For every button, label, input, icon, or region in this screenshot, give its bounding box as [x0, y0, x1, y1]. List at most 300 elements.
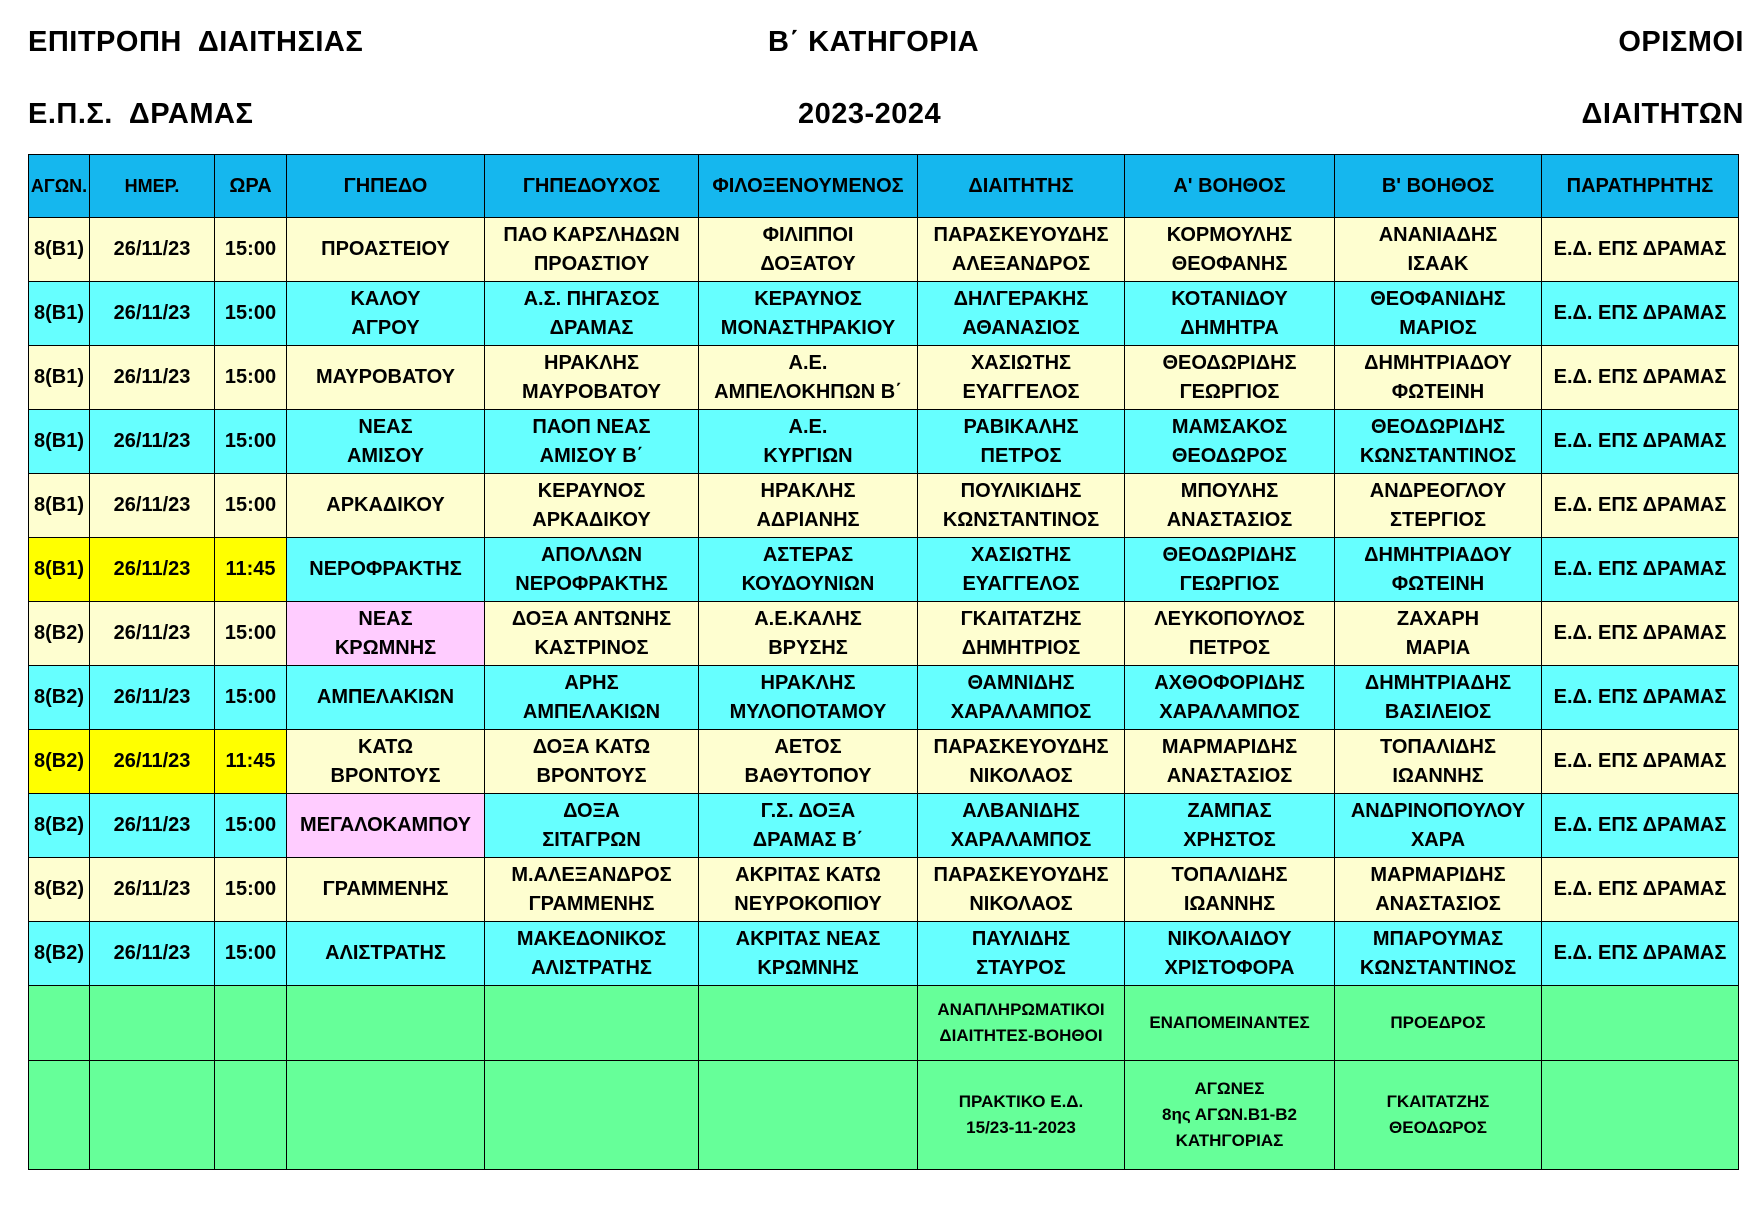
date-cell [90, 538, 215, 602]
assistant-b-surname: ΘΕΟΦΑΝΙΔΗΣ [1370, 287, 1506, 310]
committee-title: ΕΠΙΤΡΟΠΗ ΔΙΑΙΤΗΣΙΑΣ [28, 26, 364, 58]
assignments-title: ΟΡΙΣΜΟΙ [1618, 26, 1744, 58]
field-line1: ΜΕΓΑΛΟΚΑΜΠΟΥ [300, 814, 471, 836]
category-title: Β΄ ΚΑΤΗΓΟΡΙΑ [768, 26, 980, 58]
assistant-a-cell [1125, 346, 1335, 410]
away-line1: Α.Ε.ΚΑΛΗΣ [754, 607, 862, 630]
home-line2: ΜΑΥΡΟΒΑΤΟΥ [522, 380, 661, 403]
observer-name: Ε.Δ. ΕΠΣ ΔΡΑΜΑΣ [1553, 430, 1727, 452]
away-line2: ΜΟΝΑΣΤΗΡΑΚΙΟΥ [720, 316, 896, 339]
assistant-b-cell [1335, 794, 1542, 858]
assistant-b-firstname: ΜΑΡΙΑ [1405, 636, 1471, 659]
match-date: 26/11/23 [113, 558, 191, 580]
time-cell [215, 282, 287, 346]
assistant-a-surname: ΘΕΟΔΩΡΙΔΗΣ [1162, 351, 1297, 374]
time-cell [215, 346, 287, 410]
time-cell [215, 730, 287, 794]
referee-cell [918, 474, 1125, 538]
away-line1: ΑΚΡΙΤΑΣ ΚΑΤΩ [735, 863, 881, 886]
referee-firstname: ΧΑΡΑΛΑΜΠΟΣ [950, 700, 1092, 723]
time-cell [215, 666, 287, 730]
observer-name: Ε.Δ. ΕΠΣ ΔΡΑΜΑΣ [1553, 622, 1727, 644]
match-id: 8(Β2) [33, 622, 84, 644]
field-line1: ΚΑΛΟΥ [350, 287, 421, 310]
match-cell [29, 282, 90, 346]
home-line2: ΑΛΙΣΤΡΑΤΗΣ [531, 956, 652, 979]
date-cell [90, 666, 215, 730]
home-line2: ΓΡΑΜΜΕΝΗΣ [528, 892, 655, 915]
col-header-away: ΦΙΛΟΞΕΝΟΥΜΕΝΟΣ [699, 155, 918, 218]
away-line2: ΔΟΞΑΤΟΥ [760, 252, 856, 275]
away-line1: Α.Ε. [788, 415, 828, 438]
match-time: 15:00 [224, 686, 277, 708]
assistant-a-surname: ΑΧΘΟΦΟΡΙΔΗΣ [1154, 671, 1305, 694]
match-time: 15:00 [224, 622, 277, 644]
match-cell [29, 794, 90, 858]
away-line2: ΜΥΛΟΠΟΤΑΜΟΥ [729, 700, 887, 723]
date-cell [90, 730, 215, 794]
match-time: 15:00 [224, 942, 277, 964]
empty-cell [29, 986, 90, 1061]
away-line1: ΑΚΡΙΤΑΣ ΝΕΑΣ [735, 927, 881, 950]
home-line1: ΠΑΟ ΚΑΡΣΛΗΔΩΝ [503, 223, 680, 246]
match-id: 8(Β1) [33, 238, 84, 260]
observer-cell [1542, 858, 1739, 922]
home-team-cell [485, 730, 699, 794]
away-line1: ΑΕΤΟΣ [774, 735, 842, 758]
assistant-a-cell [1125, 794, 1335, 858]
assistant-a-cell [1125, 538, 1335, 602]
observer-cell [1542, 666, 1739, 730]
match-date: 26/11/23 [113, 302, 191, 324]
date-cell [90, 922, 215, 986]
assistant-b-cell [1335, 410, 1542, 474]
assistant-b-surname: ΜΠΑΡΟΥΜΑΣ [1372, 927, 1504, 950]
away-team-cell [699, 730, 918, 794]
referee-cell [918, 538, 1125, 602]
home-line2: ΔΡΑΜΑΣ [549, 316, 634, 339]
federation-title: Ε.Π.Σ. ΔΡΑΜΑΣ [28, 98, 254, 130]
home-team-cell [485, 602, 699, 666]
field-cell [287, 346, 485, 410]
referee-cell [918, 218, 1125, 282]
table-row [29, 474, 1739, 538]
field-line1: ΑΡΚΑΔΙΚΟΥ [326, 494, 445, 516]
referee-assignments-table [28, 154, 1739, 1170]
president-label: ΠΡΟΕΔΡΟΣ [1335, 986, 1542, 1061]
assistant-b-cell [1335, 602, 1542, 666]
table-row [29, 922, 1739, 986]
home-line1: ΑΡΗΣ [564, 671, 619, 694]
home-line2: ΠΡΟΑΣΤΙΟΥ [533, 252, 650, 275]
away-line1: ΗΡΑΚΛΗΣ [760, 671, 856, 694]
table-row [29, 346, 1739, 410]
referee-firstname: ΕΥΑΓΓΕΛΟΣ [962, 380, 1080, 403]
assistant-a-firstname: ΑΝΑΣΤΑΣΙΟΣ [1166, 764, 1293, 787]
empty-cell [29, 1061, 90, 1170]
date-cell [90, 858, 215, 922]
assistant-b-firstname: ΑΝΑΣΤΑΣΙΟΣ [1375, 892, 1501, 915]
referee-surname: ΔΗΛΓΕΡΑΚΗΣ [953, 287, 1089, 310]
matches-line2: 8ης ΑΓΩΝ.Β1-Β2 [1161, 1105, 1298, 1124]
match-date: 26/11/23 [113, 430, 191, 452]
away-team-cell [699, 538, 918, 602]
assistant-b-cell [1335, 730, 1542, 794]
footer-row-minutes [29, 1061, 1739, 1170]
matches-line3: ΚΑΤΗΓΟΡΙΑΣ [1175, 1131, 1284, 1150]
referee-firstname: ΝΙΚΟΛΑΟΣ [969, 764, 1073, 787]
away-line2: ΑΜΠΕΛΟΚΗΠΩΝ Β΄ [714, 380, 902, 403]
match-cell [29, 346, 90, 410]
date-cell [90, 602, 215, 666]
field-cell [287, 602, 485, 666]
assistant-b-firstname: ΣΤΕΡΓΙΟΣ [1389, 508, 1487, 531]
match-time: 15:00 [224, 814, 277, 836]
away-line1: Α.Ε. [788, 351, 828, 374]
assistant-b-surname: ΖΑΧΑΡΗ [1396, 607, 1480, 630]
footer-row-substitutes [29, 986, 1739, 1061]
assistant-a-surname: ΚΟΡΜΟΥΛΗΣ [1166, 223, 1293, 246]
away-team-cell [699, 282, 918, 346]
table-row [29, 858, 1739, 922]
empty-cell [90, 986, 215, 1061]
empty-cell [215, 986, 287, 1061]
home-team-cell [485, 474, 699, 538]
col-header-assistant-b: Β' ΒΟΗΘΟΣ [1335, 155, 1542, 218]
assistant-a-surname: ΛΕΥΚΟΠΟΥΛΟΣ [1154, 607, 1305, 630]
away-team-cell [699, 346, 918, 410]
referee-surname: ΧΑΣΙΩΤΗΣ [970, 351, 1072, 374]
match-cell [29, 218, 90, 282]
observer-cell [1542, 282, 1739, 346]
home-line1: Μ.ΑΛΕΞΑΝΔΡΟΣ [511, 863, 672, 886]
empty-cell [287, 1061, 485, 1170]
assistant-b-firstname: ΧΑΡΑ [1410, 828, 1466, 851]
observer-cell [1542, 730, 1739, 794]
home-line1: ΗΡΑΚΛΗΣ [544, 351, 639, 374]
referee-surname: ΧΑΣΙΩΤΗΣ [970, 543, 1072, 566]
empty-cell [699, 1061, 918, 1170]
table-row [29, 794, 1739, 858]
observer-name: Ε.Δ. ΕΠΣ ΔΡΑΜΑΣ [1553, 814, 1727, 836]
empty-cell [215, 1061, 287, 1170]
referee-cell [918, 858, 1125, 922]
assistant-b-cell [1335, 538, 1542, 602]
home-line2: ΑΜΙΣΟΥ Β΄ [539, 444, 644, 467]
time-cell [215, 794, 287, 858]
home-team-cell [485, 538, 699, 602]
assistant-a-firstname: ΧΡΙΣΤΟΦΟΡΑ [1164, 956, 1295, 979]
empty-cell [1542, 1061, 1739, 1170]
away-line2: ΝΕΥΡΟΚΟΠΙΟΥ [734, 892, 882, 915]
assistant-a-firstname: ΑΝΑΣΤΑΣΙΟΣ [1166, 508, 1293, 531]
home-line1: ΚΕΡΑΥΝΟΣ [537, 479, 646, 502]
match-time: 15:00 [224, 238, 277, 260]
referee-cell [918, 730, 1125, 794]
observer-cell [1542, 538, 1739, 602]
assistant-a-cell [1125, 282, 1335, 346]
table-row [29, 730, 1739, 794]
assistant-a-cell [1125, 666, 1335, 730]
match-cell [29, 474, 90, 538]
referee-firstname: ΧΑΡΑΛΑΜΠΟΣ [950, 828, 1092, 851]
assistant-a-firstname: ΔΗΜΗΤΡΑ [1180, 316, 1279, 339]
president-name-line2: ΘΕΟΔΩΡΟΣ [1389, 1118, 1487, 1137]
assistant-b-surname: ΑΝΑΝΙΑΔΗΣ [1378, 223, 1498, 246]
match-date: 26/11/23 [113, 878, 191, 900]
away-team-cell [699, 602, 918, 666]
home-line2: ΑΜΠΕΛΑΚΙΩΝ [522, 700, 661, 723]
assistant-a-cell [1125, 602, 1335, 666]
col-header-match: ΑΓΩΝ. [29, 155, 90, 218]
match-id: 8(Β1) [33, 494, 84, 516]
empty-cell [485, 986, 699, 1061]
home-line2: ΚΑΣΤΡΙΝΟΣ [534, 636, 649, 659]
match-cell [29, 922, 90, 986]
table-row [29, 218, 1739, 282]
observer-name: Ε.Δ. ΕΠΣ ΔΡΑΜΑΣ [1553, 686, 1727, 708]
field-line1: ΓΡΑΜΜΕΝΗΣ [322, 878, 449, 900]
match-cell [29, 538, 90, 602]
field-line1: ΑΜΠΕΛΑΚΙΩΝ [316, 686, 455, 708]
remaining-label: ΕΝΑΠΟΜΕΙΝΑΝΤΕΣ [1125, 986, 1335, 1061]
referee-surname: ΠΑΡΑΣΚΕΥΟΥΔΗΣ [933, 223, 1109, 246]
match-id: 8(Β2) [33, 878, 84, 900]
field-line1: ΚΑΤΩ [357, 735, 414, 758]
assistant-a-surname: ΘΕΟΔΩΡΙΔΗΣ [1162, 543, 1297, 566]
referee-surname: ΓΚΑΙΤΑΤΖΗΣ [960, 607, 1082, 630]
match-cell [29, 410, 90, 474]
home-team-cell [485, 218, 699, 282]
assistant-b-firstname: ΦΩΤΕΙΝΗ [1391, 572, 1485, 595]
date-cell [90, 474, 215, 538]
home-line2: ΝΕΡΟΦΡΑΚΤΗΣ [515, 572, 668, 595]
assistant-a-firstname: ΠΕΤΡΟΣ [1189, 636, 1270, 659]
observer-name: Ε.Δ. ΕΠΣ ΔΡΑΜΑΣ [1553, 558, 1727, 580]
date-cell [90, 410, 215, 474]
observer-cell [1542, 474, 1739, 538]
assistant-a-firstname: ΧΑΡΑΛΑΜΠΟΣ [1159, 700, 1300, 723]
home-line1: ΜΑΚΕΔΟΝΙΚΟΣ [516, 927, 667, 950]
assistant-a-firstname: ΓΕΩΡΓΙΟΣ [1179, 572, 1280, 595]
match-date: 26/11/23 [113, 238, 191, 260]
referee-cell [918, 410, 1125, 474]
away-line2: ΚΟΥΔΟΥΝΙΩΝ [741, 572, 875, 595]
home-team-cell [485, 282, 699, 346]
field-line1: ΝΕΡΟΦΡΑΚΤΗΣ [309, 558, 462, 580]
match-time: 15:00 [224, 366, 277, 388]
field-line2: ΚΡΩΜΝΗΣ [334, 636, 437, 659]
referee-firstname: ΚΩΝΣΤΑΝΤΙΝΟΣ [942, 508, 1100, 531]
col-header-field: ΓΗΠΕΔΟ [287, 155, 485, 218]
time-cell [215, 858, 287, 922]
home-team-cell [485, 858, 699, 922]
referee-surname: ΠΑΡΑΣΚΕΥΟΥΔΗΣ [933, 735, 1109, 758]
referee-surname: ΠΟΥΛΙΚΙΔΗΣ [960, 479, 1082, 502]
president-name-cell [1335, 1061, 1542, 1170]
match-time: 15:00 [224, 878, 277, 900]
referee-cell [918, 282, 1125, 346]
time-cell [215, 410, 287, 474]
referee-cell [918, 666, 1125, 730]
observer-name: Ε.Δ. ΕΠΣ ΔΡΑΜΑΣ [1553, 238, 1727, 260]
field-line1: ΜΑΥΡΟΒΑΤΟΥ [316, 366, 455, 388]
observer-name: Ε.Δ. ΕΠΣ ΔΡΑΜΑΣ [1553, 494, 1727, 516]
empty-cell [1542, 986, 1739, 1061]
col-header-referee: ΔΙΑΙΤΗΤΗΣ [918, 155, 1125, 218]
assistant-a-surname: ΜΑΜΣΑΚΟΣ [1171, 415, 1288, 438]
away-line2: ΑΔΡΙΑΝΗΣ [756, 508, 860, 531]
minutes-line1: ΠΡΑΚΤΙΚΟ Ε.Δ. [958, 1092, 1084, 1111]
assistant-a-cell [1125, 410, 1335, 474]
home-line2: ΒΡΟΝΤΟΥΣ [536, 764, 647, 787]
matches-line1: ΑΓΩΝΕΣ [1194, 1079, 1265, 1098]
match-date: 26/11/23 [113, 366, 191, 388]
observer-cell [1542, 218, 1739, 282]
field-cell [287, 218, 485, 282]
table-row [29, 538, 1739, 602]
assistant-b-firstname: ΚΩΝΣΤΑΝΤΙΝΟΣ [1359, 956, 1517, 979]
home-line1: ΔΟΞΑ ΑΝΤΩΝΗΣ [511, 607, 672, 630]
observer-name: Ε.Δ. ΕΠΣ ΔΡΑΜΑΣ [1553, 878, 1727, 900]
away-line1: Γ.Σ. ΔΟΞΑ [760, 799, 856, 822]
match-cell [29, 730, 90, 794]
observer-name: Ε.Δ. ΕΠΣ ΔΡΑΜΑΣ [1553, 750, 1727, 772]
away-line1: ΦΙΛΙΠΠΟΙ [762, 223, 854, 246]
col-header-home: ΓΗΠΕΔΟΥΧΟΣ [485, 155, 699, 218]
away-team-cell [699, 858, 918, 922]
home-line2: ΣΙΤΑΓΡΩΝ [542, 828, 641, 851]
assistant-b-firstname: ΙΣΑΑΚ [1407, 252, 1469, 275]
date-cell [90, 346, 215, 410]
referee-cell [918, 922, 1125, 986]
field-line1: ΝΕΑΣ [358, 415, 413, 438]
referee-surname: ΠΑΥΛΙΔΗΣ [971, 927, 1071, 950]
table-row [29, 410, 1739, 474]
col-header-time: ΩΡΑ [215, 155, 287, 218]
field-line1: ΑΛΙΣΤΡΑΤΗΣ [325, 942, 446, 964]
assistant-a-cell [1125, 858, 1335, 922]
home-team-cell [485, 922, 699, 986]
referee-firstname: ΣΤΑΥΡΟΣ [976, 956, 1066, 979]
referee-cell [918, 346, 1125, 410]
referees-title: ΔΙΑΙΤΗΤΩΝ [1581, 98, 1744, 130]
match-time: 15:00 [224, 302, 277, 324]
referee-firstname: ΑΛΕΞΑΝΔΡΟΣ [951, 252, 1091, 275]
field-cell [287, 730, 485, 794]
referee-cell [918, 602, 1125, 666]
match-id: 8(Β1) [33, 302, 84, 324]
referee-cell [918, 794, 1125, 858]
away-team-cell [699, 410, 918, 474]
assistant-b-firstname: ΒΑΣΙΛΕΙΟΣ [1384, 700, 1492, 723]
assistant-a-cell [1125, 474, 1335, 538]
field-line2: ΑΓΡΟΥ [351, 316, 420, 339]
match-cell [29, 858, 90, 922]
away-line2: ΚΡΩΜΝΗΣ [757, 956, 859, 979]
assistant-b-surname: ΤΟΠΑΛΙΔΗΣ [1379, 735, 1496, 758]
assistant-b-surname: ΔΗΜΗΤΡΙΑΔΗΣ [1364, 671, 1512, 694]
assistant-b-firstname: ΦΩΤΕΙΝΗ [1391, 380, 1485, 403]
away-line2: ΚΥΡΓΙΩΝ [763, 444, 853, 467]
match-time: 15:00 [224, 430, 277, 452]
assistant-b-surname: ΑΝΔΡΙΝΟΠΟΥΛΟΥ [1350, 799, 1526, 822]
assistant-b-surname: ΑΝΔΡΕΟΓΛΟΥ [1369, 479, 1507, 502]
assistant-a-surname: ΖΑΜΠΑΣ [1187, 799, 1272, 822]
home-team-cell [485, 346, 699, 410]
observer-name: Ε.Δ. ΕΠΣ ΔΡΑΜΑΣ [1553, 942, 1727, 964]
table-row [29, 602, 1739, 666]
match-cell [29, 666, 90, 730]
date-cell [90, 218, 215, 282]
match-id: 8(Β1) [33, 366, 84, 388]
assistant-a-surname: ΜΑΡΜΑΡΙΔΗΣ [1161, 735, 1298, 758]
away-line1: ΚΕΡΑΥΝΟΣ [754, 287, 862, 310]
assistant-b-cell [1335, 666, 1542, 730]
time-cell [215, 474, 287, 538]
empty-cell [485, 1061, 699, 1170]
match-id: 8(Β2) [33, 750, 84, 772]
field-cell [287, 794, 485, 858]
observer-cell [1542, 602, 1739, 666]
field-cell [287, 666, 485, 730]
col-header-assistant-a: Α' ΒΟΗΘΟΣ [1125, 155, 1335, 218]
referee-surname: ΠΑΡΑΣΚΕΥΟΥΔΗΣ [933, 863, 1109, 886]
match-id: 8(Β1) [33, 430, 84, 452]
time-cell [215, 602, 287, 666]
observer-cell [1542, 346, 1739, 410]
assistant-a-firstname: ΧΡΗΣΤΟΣ [1183, 828, 1276, 851]
substitutes-line1: ΑΝΑΠΛΗΡΩΜΑΤΙΚΟΙ [937, 1000, 1105, 1019]
home-line1: ΔΟΞΑ ΚΑΤΩ [532, 735, 651, 758]
observer-name: Ε.Δ. ΕΠΣ ΔΡΑΜΑΣ [1553, 302, 1727, 324]
match-date: 26/11/23 [113, 686, 191, 708]
home-team-cell [485, 794, 699, 858]
assistant-b-surname: ΔΗΜΗΤΡΙΑΔΟΥ [1364, 543, 1512, 566]
match-date: 26/11/23 [113, 494, 191, 516]
assistant-a-firstname: ΓΕΩΡΓΙΟΣ [1179, 380, 1280, 403]
empty-cell [699, 986, 918, 1061]
assistant-b-firstname: ΙΩΑΝΝΗΣ [1392, 764, 1484, 787]
home-line1: ΔΟΞΑ [563, 799, 620, 822]
assistant-a-cell [1125, 730, 1335, 794]
assistant-b-surname: ΔΗΜΗΤΡΙΑΔΟΥ [1364, 351, 1512, 374]
substitutes-line2: ΔΙΑΙΤΗΤΕΣ-ΒΟΗΘΟΙ [939, 1026, 1103, 1045]
away-line1: ΑΣΤΕΡΑΣ [762, 543, 854, 566]
referee-surname: ΡΑΒΙΚΑΛΗΣ [963, 415, 1079, 438]
assistant-b-surname: ΜΑΡΜΑΡΙΔΗΣ [1370, 863, 1506, 886]
assistant-a-surname: ΝΙΚΟΛΑΙΔΟΥ [1167, 927, 1292, 950]
president-name-line1: ΓΚΑΙΤΑΤΖΗΣ [1386, 1092, 1490, 1111]
assistant-a-firstname: ΘΕΟΦΑΝΗΣ [1171, 252, 1288, 275]
home-line1: ΠΑΟΠ ΝΕΑΣ [532, 415, 651, 438]
assistant-b-firstname: ΚΩΝΣΤΑΝΤΙΝΟΣ [1359, 444, 1517, 467]
field-cell [287, 474, 485, 538]
observer-name: Ε.Δ. ΕΠΣ ΔΡΑΜΑΣ [1553, 366, 1727, 388]
home-line1: Α.Σ. ΠΗΓΑΣΟΣ [523, 287, 660, 310]
match-date: 26/11/23 [113, 750, 191, 772]
col-header-observer: ΠΑΡΑΤΗΡΗΤΗΣ [1542, 155, 1739, 218]
assistant-a-surname: ΚΟΤΑΝΙΔΟΥ [1171, 287, 1288, 310]
match-time: 11:45 [225, 558, 276, 580]
match-id: 8(Β2) [33, 814, 84, 836]
observer-cell [1542, 794, 1739, 858]
date-cell [90, 282, 215, 346]
substitutes-label [918, 986, 1125, 1061]
match-id: 8(Β2) [33, 942, 84, 964]
referee-firstname: ΔΗΜΗΤΡΙΟΣ [961, 636, 1081, 659]
table-row [29, 282, 1739, 346]
